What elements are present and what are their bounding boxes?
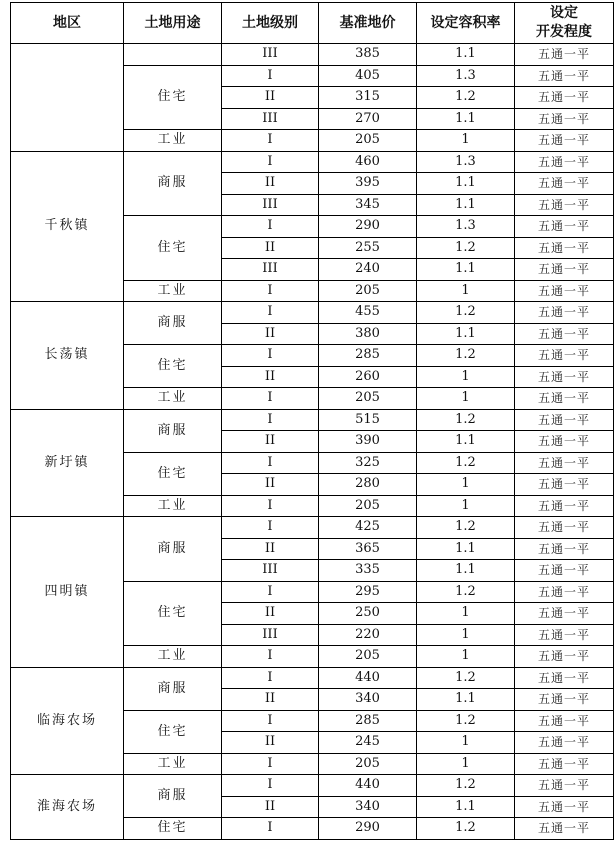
cell-development-level: 五通一平 — [515, 388, 614, 410]
cell-base-price: 250 — [319, 603, 417, 625]
cell-land-use: 工业 — [124, 646, 222, 668]
cell-floor-area-ratio: 1.1 — [417, 44, 515, 66]
cell-land-grade: I — [222, 646, 319, 668]
cell-floor-area-ratio: 1.2 — [417, 710, 515, 732]
cell-land-grade: I — [222, 581, 319, 603]
cell-land-grade: III — [222, 44, 319, 66]
cell-base-price: 345 — [319, 194, 417, 216]
cell-development-level: 五通一平 — [515, 624, 614, 646]
cell-development-level: 五通一平 — [515, 452, 614, 474]
cell-floor-area-ratio: 1 — [417, 388, 515, 410]
cell-floor-area-ratio: 1.1 — [417, 560, 515, 582]
cell-land-use: 商服 — [124, 775, 222, 818]
cell-development-level: 五通一平 — [515, 65, 614, 87]
cell-base-price: 285 — [319, 710, 417, 732]
cell-land-use: 住宅 — [124, 65, 222, 130]
cell-base-price: 385 — [319, 44, 417, 66]
cell-base-price: 390 — [319, 431, 417, 453]
cell-floor-area-ratio: 1.1 — [417, 538, 515, 560]
cell-floor-area-ratio: 1 — [417, 130, 515, 152]
cell-region: 新圩镇 — [11, 409, 124, 517]
cell-floor-area-ratio: 1.2 — [417, 517, 515, 539]
header-region: 地区 — [11, 3, 124, 44]
cell-base-price: 205 — [319, 388, 417, 410]
cell-land-grade: II — [222, 87, 319, 109]
cell-land-grade: I — [222, 388, 319, 410]
cell-land-grade: II — [222, 796, 319, 818]
cell-land-grade: I — [222, 151, 319, 173]
cell-base-price: 240 — [319, 259, 417, 281]
cell-development-level: 五通一平 — [515, 216, 614, 238]
cell-land-grade: I — [222, 753, 319, 775]
cell-development-level: 五通一平 — [515, 130, 614, 152]
cell-land-grade: II — [222, 732, 319, 754]
cell-land-use: 商服 — [124, 302, 222, 345]
cell-floor-area-ratio: 1.3 — [417, 65, 515, 87]
cell-land-use: 商服 — [124, 151, 222, 216]
cell-floor-area-ratio: 1.1 — [417, 689, 515, 711]
cell-land-grade: I — [222, 495, 319, 517]
cell-development-level: 五通一平 — [515, 796, 614, 818]
cell-land-grade: II — [222, 237, 319, 259]
cell-base-price: 280 — [319, 474, 417, 496]
cell-land-grade: I — [222, 710, 319, 732]
header-development-line2: 开发程度 — [536, 24, 592, 40]
cell-land-grade: I — [222, 345, 319, 367]
cell-land-grade: III — [222, 194, 319, 216]
cell-development-level: 五通一平 — [515, 323, 614, 345]
cell-land-grade: I — [222, 302, 319, 324]
cell-land-use: 工业 — [124, 495, 222, 517]
cell-floor-area-ratio: 1.1 — [417, 796, 515, 818]
cell-development-level: 五通一平 — [515, 603, 614, 625]
cell-region: 长荡镇 — [11, 302, 124, 410]
cell-land-use: 住宅 — [124, 710, 222, 753]
cell-development-level: 五通一平 — [515, 581, 614, 603]
table-row — [11, 302, 614, 324]
cell-floor-area-ratio: 1.3 — [417, 216, 515, 238]
cell-development-level: 五通一平 — [515, 753, 614, 775]
cell-land-grade: II — [222, 689, 319, 711]
cell-base-price: 295 — [319, 581, 417, 603]
cell-floor-area-ratio: 1 — [417, 753, 515, 775]
cell-floor-area-ratio: 1.1 — [417, 108, 515, 130]
cell-land-grade: I — [222, 818, 319, 840]
cell-floor-area-ratio: 1.2 — [417, 818, 515, 840]
table-body — [11, 44, 614, 840]
cell-base-price: 380 — [319, 323, 417, 345]
cell-land-use: 工业 — [124, 753, 222, 775]
cell-land-use: 工业 — [124, 388, 222, 410]
cell-base-price: 395 — [319, 173, 417, 195]
cell-development-level: 五通一平 — [515, 108, 614, 130]
cell-base-price: 290 — [319, 818, 417, 840]
cell-base-price: 425 — [319, 517, 417, 539]
cell-region: 千秋镇 — [11, 151, 124, 302]
cell-land-grade: I — [222, 667, 319, 689]
cell-development-level: 五通一平 — [515, 689, 614, 711]
cell-base-price: 405 — [319, 65, 417, 87]
cell-development-level: 五通一平 — [515, 237, 614, 259]
cell-base-price: 335 — [319, 560, 417, 582]
cell-development-level: 五通一平 — [515, 87, 614, 109]
header-land-grade: 土地级别 — [222, 3, 319, 44]
cell-floor-area-ratio: 1 — [417, 474, 515, 496]
header-row — [11, 3, 614, 44]
cell-land-use: 商服 — [124, 517, 222, 582]
cell-land-grade: III — [222, 259, 319, 281]
cell-development-level: 五通一平 — [515, 560, 614, 582]
cell-region: 临海农场 — [11, 667, 124, 775]
cell-development-level: 五通一平 — [515, 538, 614, 560]
table-header — [11, 3, 614, 44]
cell-base-price: 205 — [319, 495, 417, 517]
cell-floor-area-ratio: 1 — [417, 732, 515, 754]
cell-land-grade: I — [222, 280, 319, 302]
cell-land-grade: I — [222, 130, 319, 152]
cell-base-price: 205 — [319, 280, 417, 302]
cell-floor-area-ratio: 1.1 — [417, 194, 515, 216]
cell-development-level: 五通一平 — [515, 667, 614, 689]
cell-land-grade: I — [222, 216, 319, 238]
cell-floor-area-ratio: 1.1 — [417, 259, 515, 281]
cell-base-price: 315 — [319, 87, 417, 109]
land-price-table — [10, 2, 614, 840]
cell-base-price: 245 — [319, 732, 417, 754]
cell-floor-area-ratio: 1.3 — [417, 151, 515, 173]
cell-base-price: 205 — [319, 646, 417, 668]
cell-land-use: 商服 — [124, 409, 222, 452]
header-development-line1: 设定 — [550, 5, 578, 21]
header-base-price: 基准地价 — [319, 3, 417, 44]
cell-floor-area-ratio: 1.2 — [417, 452, 515, 474]
cell-land-use: 住宅 — [124, 452, 222, 495]
cell-floor-area-ratio: 1 — [417, 603, 515, 625]
cell-base-price: 365 — [319, 538, 417, 560]
table-row — [11, 409, 614, 431]
table-row — [11, 44, 614, 66]
cell-development-level: 五通一平 — [515, 280, 614, 302]
cell-base-price: 290 — [319, 216, 417, 238]
cell-land-use: 工业 — [124, 280, 222, 302]
cell-region — [11, 44, 124, 152]
cell-development-level: 五通一平 — [515, 646, 614, 668]
cell-land-grade: I — [222, 452, 319, 474]
cell-development-level: 五通一平 — [515, 474, 614, 496]
cell-floor-area-ratio: 1 — [417, 624, 515, 646]
cell-land-use: 住宅 — [124, 345, 222, 388]
cell-development-level: 五通一平 — [515, 495, 614, 517]
cell-development-level: 五通一平 — [515, 151, 614, 173]
cell-floor-area-ratio: 1.2 — [417, 345, 515, 367]
cell-land-use — [124, 44, 222, 66]
cell-development-level: 五通一平 — [515, 732, 614, 754]
cell-development-level: 五通一平 — [515, 775, 614, 797]
table-row — [11, 151, 614, 173]
cell-development-level: 五通一平 — [515, 194, 614, 216]
cell-land-grade: II — [222, 173, 319, 195]
cell-land-grade: III — [222, 624, 319, 646]
cell-land-grade: II — [222, 323, 319, 345]
cell-land-grade: II — [222, 603, 319, 625]
cell-land-grade: II — [222, 538, 319, 560]
cell-floor-area-ratio: 1.1 — [417, 431, 515, 453]
table-row — [11, 517, 614, 539]
cell-development-level: 五通一平 — [515, 710, 614, 732]
cell-region: 淮海农场 — [11, 775, 124, 840]
cell-land-use: 住宅 — [124, 581, 222, 646]
cell-base-price: 340 — [319, 796, 417, 818]
cell-development-level: 五通一平 — [515, 366, 614, 388]
cell-land-use: 工业 — [124, 130, 222, 152]
cell-land-grade: II — [222, 431, 319, 453]
cell-base-price: 455 — [319, 302, 417, 324]
cell-floor-area-ratio: 1.2 — [417, 302, 515, 324]
cell-base-price: 440 — [319, 667, 417, 689]
cell-floor-area-ratio: 1.2 — [417, 667, 515, 689]
cell-floor-area-ratio: 1.1 — [417, 173, 515, 195]
cell-floor-area-ratio: 1.2 — [417, 237, 515, 259]
cell-floor-area-ratio: 1.2 — [417, 775, 515, 797]
cell-land-grade: I — [222, 517, 319, 539]
cell-base-price: 515 — [319, 409, 417, 431]
cell-land-grade: III — [222, 560, 319, 582]
cell-land-grade: III — [222, 108, 319, 130]
cell-floor-area-ratio: 1.2 — [417, 87, 515, 109]
cell-base-price: 325 — [319, 452, 417, 474]
cell-land-use: 住宅 — [124, 818, 222, 840]
cell-base-price: 260 — [319, 366, 417, 388]
cell-development-level: 五通一平 — [515, 302, 614, 324]
cell-region: 四明镇 — [11, 517, 124, 668]
cell-base-price: 255 — [319, 237, 417, 259]
header-land-use: 土地用途 — [124, 3, 222, 44]
cell-development-level: 五通一平 — [515, 44, 614, 66]
table-row — [11, 775, 614, 797]
cell-base-price: 440 — [319, 775, 417, 797]
cell-base-price: 220 — [319, 624, 417, 646]
cell-land-grade: I — [222, 409, 319, 431]
cell-base-price: 460 — [319, 151, 417, 173]
cell-development-level: 五通一平 — [515, 818, 614, 840]
cell-base-price: 205 — [319, 130, 417, 152]
cell-development-level: 五通一平 — [515, 345, 614, 367]
cell-land-grade: II — [222, 366, 319, 388]
cell-base-price: 285 — [319, 345, 417, 367]
cell-floor-area-ratio: 1.2 — [417, 409, 515, 431]
cell-floor-area-ratio: 1 — [417, 495, 515, 517]
header-floor-area-ratio: 设定容积率 — [417, 3, 515, 44]
cell-base-price: 270 — [319, 108, 417, 130]
cell-base-price: 205 — [319, 753, 417, 775]
table-row — [11, 667, 614, 689]
header-development-level — [515, 3, 614, 44]
cell-development-level: 五通一平 — [515, 173, 614, 195]
cell-floor-area-ratio: 1.2 — [417, 581, 515, 603]
cell-floor-area-ratio: 1 — [417, 280, 515, 302]
cell-land-grade: I — [222, 775, 319, 797]
cell-land-grade: I — [222, 65, 319, 87]
cell-development-level: 五通一平 — [515, 409, 614, 431]
cell-development-level: 五通一平 — [515, 259, 614, 281]
cell-land-grade: II — [222, 474, 319, 496]
cell-development-level: 五通一平 — [515, 517, 614, 539]
cell-land-use: 住宅 — [124, 216, 222, 281]
cell-floor-area-ratio: 1.1 — [417, 323, 515, 345]
cell-floor-area-ratio: 1 — [417, 646, 515, 668]
cell-floor-area-ratio: 1 — [417, 366, 515, 388]
cell-land-use: 商服 — [124, 667, 222, 710]
cell-development-level: 五通一平 — [515, 431, 614, 453]
cell-base-price: 340 — [319, 689, 417, 711]
